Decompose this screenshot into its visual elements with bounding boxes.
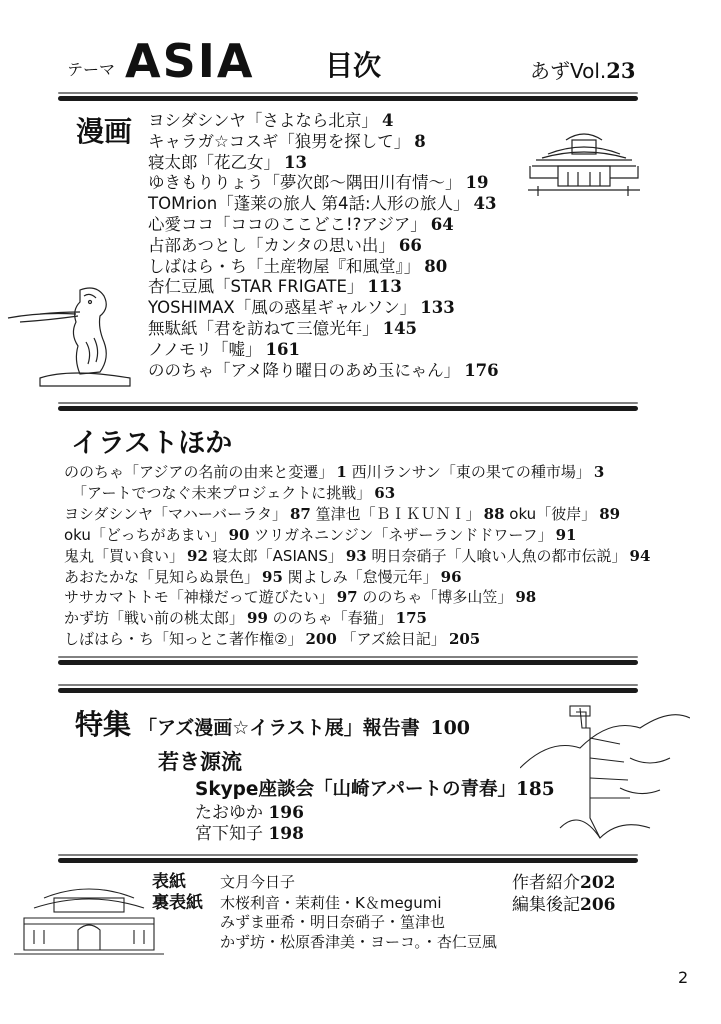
illust-item-title: 篁津也「ＢＩＫＵＮＩ」 (310, 504, 481, 523)
illust-item-title: oku「彼岸」 (504, 504, 597, 523)
illust-item-title: 「アズ絵日記」 (336, 630, 446, 649)
illust-item-title: 明日奈硝子「人喰い人魚の都市伝説」 (366, 546, 627, 565)
illust-line (64, 611, 427, 626)
illust-line (64, 567, 462, 586)
front-cover-label: 表紙 (152, 872, 186, 892)
manga-item (148, 339, 300, 359)
illust-item-page: 98 (515, 588, 537, 607)
illust-item-page: 91 (555, 525, 577, 544)
page-number: 2 (678, 968, 689, 987)
feature-title-line (138, 719, 470, 738)
manga-heading: 漫画 (76, 115, 133, 148)
manga-item-title: キャラガ☆コスギ「狼男を探して」 (148, 131, 411, 151)
manga-item-page: 4 (381, 111, 394, 130)
illust-item-title: oku「どっちがあまい」 (64, 525, 226, 544)
manga-item-page: 133 (420, 298, 455, 318)
manga-item-title: ヨシダシンヤ「さよなら北京」 (148, 111, 378, 130)
illust-item-title: ののちゃ「春猫」 (267, 609, 393, 628)
feature-sub-heading: 若き源流 (158, 750, 242, 774)
manga-item-title: 無駄紙「君を訪ねて三億光年」 (148, 319, 379, 338)
manga-item-title: ゆきもりりょう「夢次郎〜隅田川有情〜」 (148, 173, 462, 193)
manga-item (148, 300, 455, 317)
manga-item (148, 113, 393, 130)
illust-item-page: 90 (228, 525, 250, 544)
theme-label: テーマ (67, 60, 116, 79)
manga-item-title: 杏仁豆風「STAR FRIGATE」 (148, 277, 364, 297)
manga-item-title: 寝太郎「花乙女」 (148, 152, 280, 172)
illust-item-title: 「アートでつなぐ未来プロジェクトに挑戦」 (72, 483, 372, 502)
illust-line (64, 525, 577, 544)
manga-item-page: 161 (265, 339, 300, 359)
manga-item (148, 256, 448, 276)
manga-item (148, 152, 307, 172)
illust-item-title: 寝太郎「ASIANS」 (207, 546, 343, 565)
manga-item-page: 13 (284, 152, 307, 172)
manga-item (148, 360, 499, 380)
illust-item-title: ヨシダシンヤ「マハーバーラタ」 (64, 504, 287, 523)
manga-item (148, 321, 417, 338)
illust-line (72, 483, 396, 502)
divider-4 (58, 688, 638, 693)
illust-line (64, 632, 480, 647)
manga-item-page: 43 (473, 194, 497, 214)
illust-line (64, 465, 604, 480)
illust-line (64, 504, 621, 523)
author-intro: 作者紹介202 (512, 873, 616, 893)
skype-line (195, 781, 555, 800)
back-cover-line: 木桜利音・茉莉佳・K＆megumi (220, 894, 442, 912)
illust-item-page: 1 (336, 463, 347, 481)
illust-item-page: 95 (262, 567, 283, 586)
divider-1 (58, 96, 638, 101)
illust-line (64, 590, 536, 605)
illust-item-title: 西川ランサン「東の果ての種市場」 (346, 463, 591, 481)
manga-item-page: 176 (464, 360, 499, 380)
skype-page: 185 (516, 779, 555, 800)
illust-heading: イラストほか (71, 428, 233, 459)
illust-line (64, 546, 651, 565)
illust-item-page: 205 (448, 630, 481, 649)
manga-item-title: 心愛ココ「ココのここどこ!?アジア」 (148, 215, 427, 234)
manga-item-page: 19 (465, 173, 489, 193)
illust-item-title: かず坊「戦い前の桃太郎」 (64, 609, 245, 628)
temple-illustration (528, 118, 640, 198)
manga-item-page: 64 (430, 215, 454, 234)
great-wall-illustration (520, 698, 690, 848)
illust-item-title: しばはら・ち「知っとこ著作権②」 (64, 630, 303, 649)
manga-item (148, 217, 454, 234)
feature-heading: 特集 (75, 708, 132, 741)
divider-5 (58, 858, 638, 863)
illust-item-page: 93 (345, 546, 367, 565)
manga-item (148, 196, 497, 213)
manga-item-title: YOSHIMAX「風の惑星ギャルソン」 (148, 298, 417, 318)
front-cover-names: 文月今日子 (220, 873, 296, 891)
illust-item-page: 94 (629, 546, 651, 565)
manga-item-title: ノノモリ「嘘」 (148, 339, 262, 359)
illust-item-title: 鬼丸「買い食い」 (64, 546, 185, 565)
feature-item: 宮下知子 198 (195, 824, 304, 844)
volume-label (530, 60, 636, 81)
illust-item-title: ツリガネニンジン「ネザーランドドワーフ」 (249, 525, 553, 544)
back-cover-line: かず坊・松原香津美・ヨーコ。・杏仁豆風 (220, 933, 497, 951)
volume-prefix: あずVol. (530, 59, 607, 83)
gate-illustration (14, 878, 164, 958)
manga-item-title: TOMrion「蓬莱の旅人 第4話:人形の旅人」 (148, 194, 470, 214)
divider-2 (58, 406, 638, 411)
manga-item (148, 235, 422, 255)
skype-title: Skype座談会「山崎アパートの青春」 (195, 779, 516, 800)
illust-item-page: 97 (336, 588, 358, 607)
illust-item-page: 175 (395, 609, 427, 628)
merlion-illustration (0, 282, 140, 390)
manga-item (148, 175, 488, 192)
theme-title: ASIA (125, 34, 255, 88)
illust-item-page: 87 (289, 504, 311, 523)
illust-item-title: ササカマトトモ「神様だって遊びたい」 (64, 588, 334, 607)
feature-item: たおゆか 196 (195, 803, 304, 823)
manga-item (148, 131, 426, 151)
manga-item-page: 113 (367, 277, 402, 297)
manga-item-title: ののちゃ「アメ降り曜日のあめ玉にゃん」 (148, 360, 461, 380)
illust-item-title: あおたかな「見知らぬ景色」 (64, 567, 260, 586)
illust-item-page: 200 (305, 630, 337, 649)
illust-item-page: 88 (483, 504, 505, 523)
manga-item-title: 占部あつとし「カンタの思い出」 (148, 235, 395, 255)
illust-item-page: 63 (374, 483, 396, 502)
illust-item-title: 関よしみ「怠慢元年」 (282, 567, 438, 586)
illust-item-page: 99 (247, 609, 268, 628)
illust-item-title: ののちゃ「アジアの名前の由来と変遷」 (64, 463, 334, 481)
volume-number: 23 (606, 58, 636, 83)
divider-3 (58, 660, 638, 665)
back-cover-label: 裏表紙 (152, 893, 203, 913)
manga-item-page: 80 (424, 256, 448, 276)
illust-item-page: 3 (593, 463, 605, 481)
toc-title: 目次 (325, 49, 382, 82)
illust-item-title: ののちゃ「博多山笠」 (357, 588, 513, 607)
feature-title: 「アズ漫画☆イラスト展」報告書 (138, 717, 420, 739)
manga-item (148, 279, 402, 296)
illust-item-page: 92 (187, 546, 208, 565)
manga-item-title: しばはら・ち「土産物屋『和風堂』」 (148, 256, 421, 276)
manga-item-page: 66 (398, 235, 422, 255)
manga-item-page: 145 (382, 319, 418, 338)
editor-note: 編集後記206 (512, 895, 616, 915)
back-cover-line: みずま亜希・明日奈硝子・篁津也 (220, 913, 446, 931)
illust-item-page: 89 (599, 504, 621, 523)
feature-title-page: 100 (430, 717, 471, 739)
illust-item-page: 96 (440, 567, 462, 586)
manga-item-page: 8 (414, 131, 426, 151)
